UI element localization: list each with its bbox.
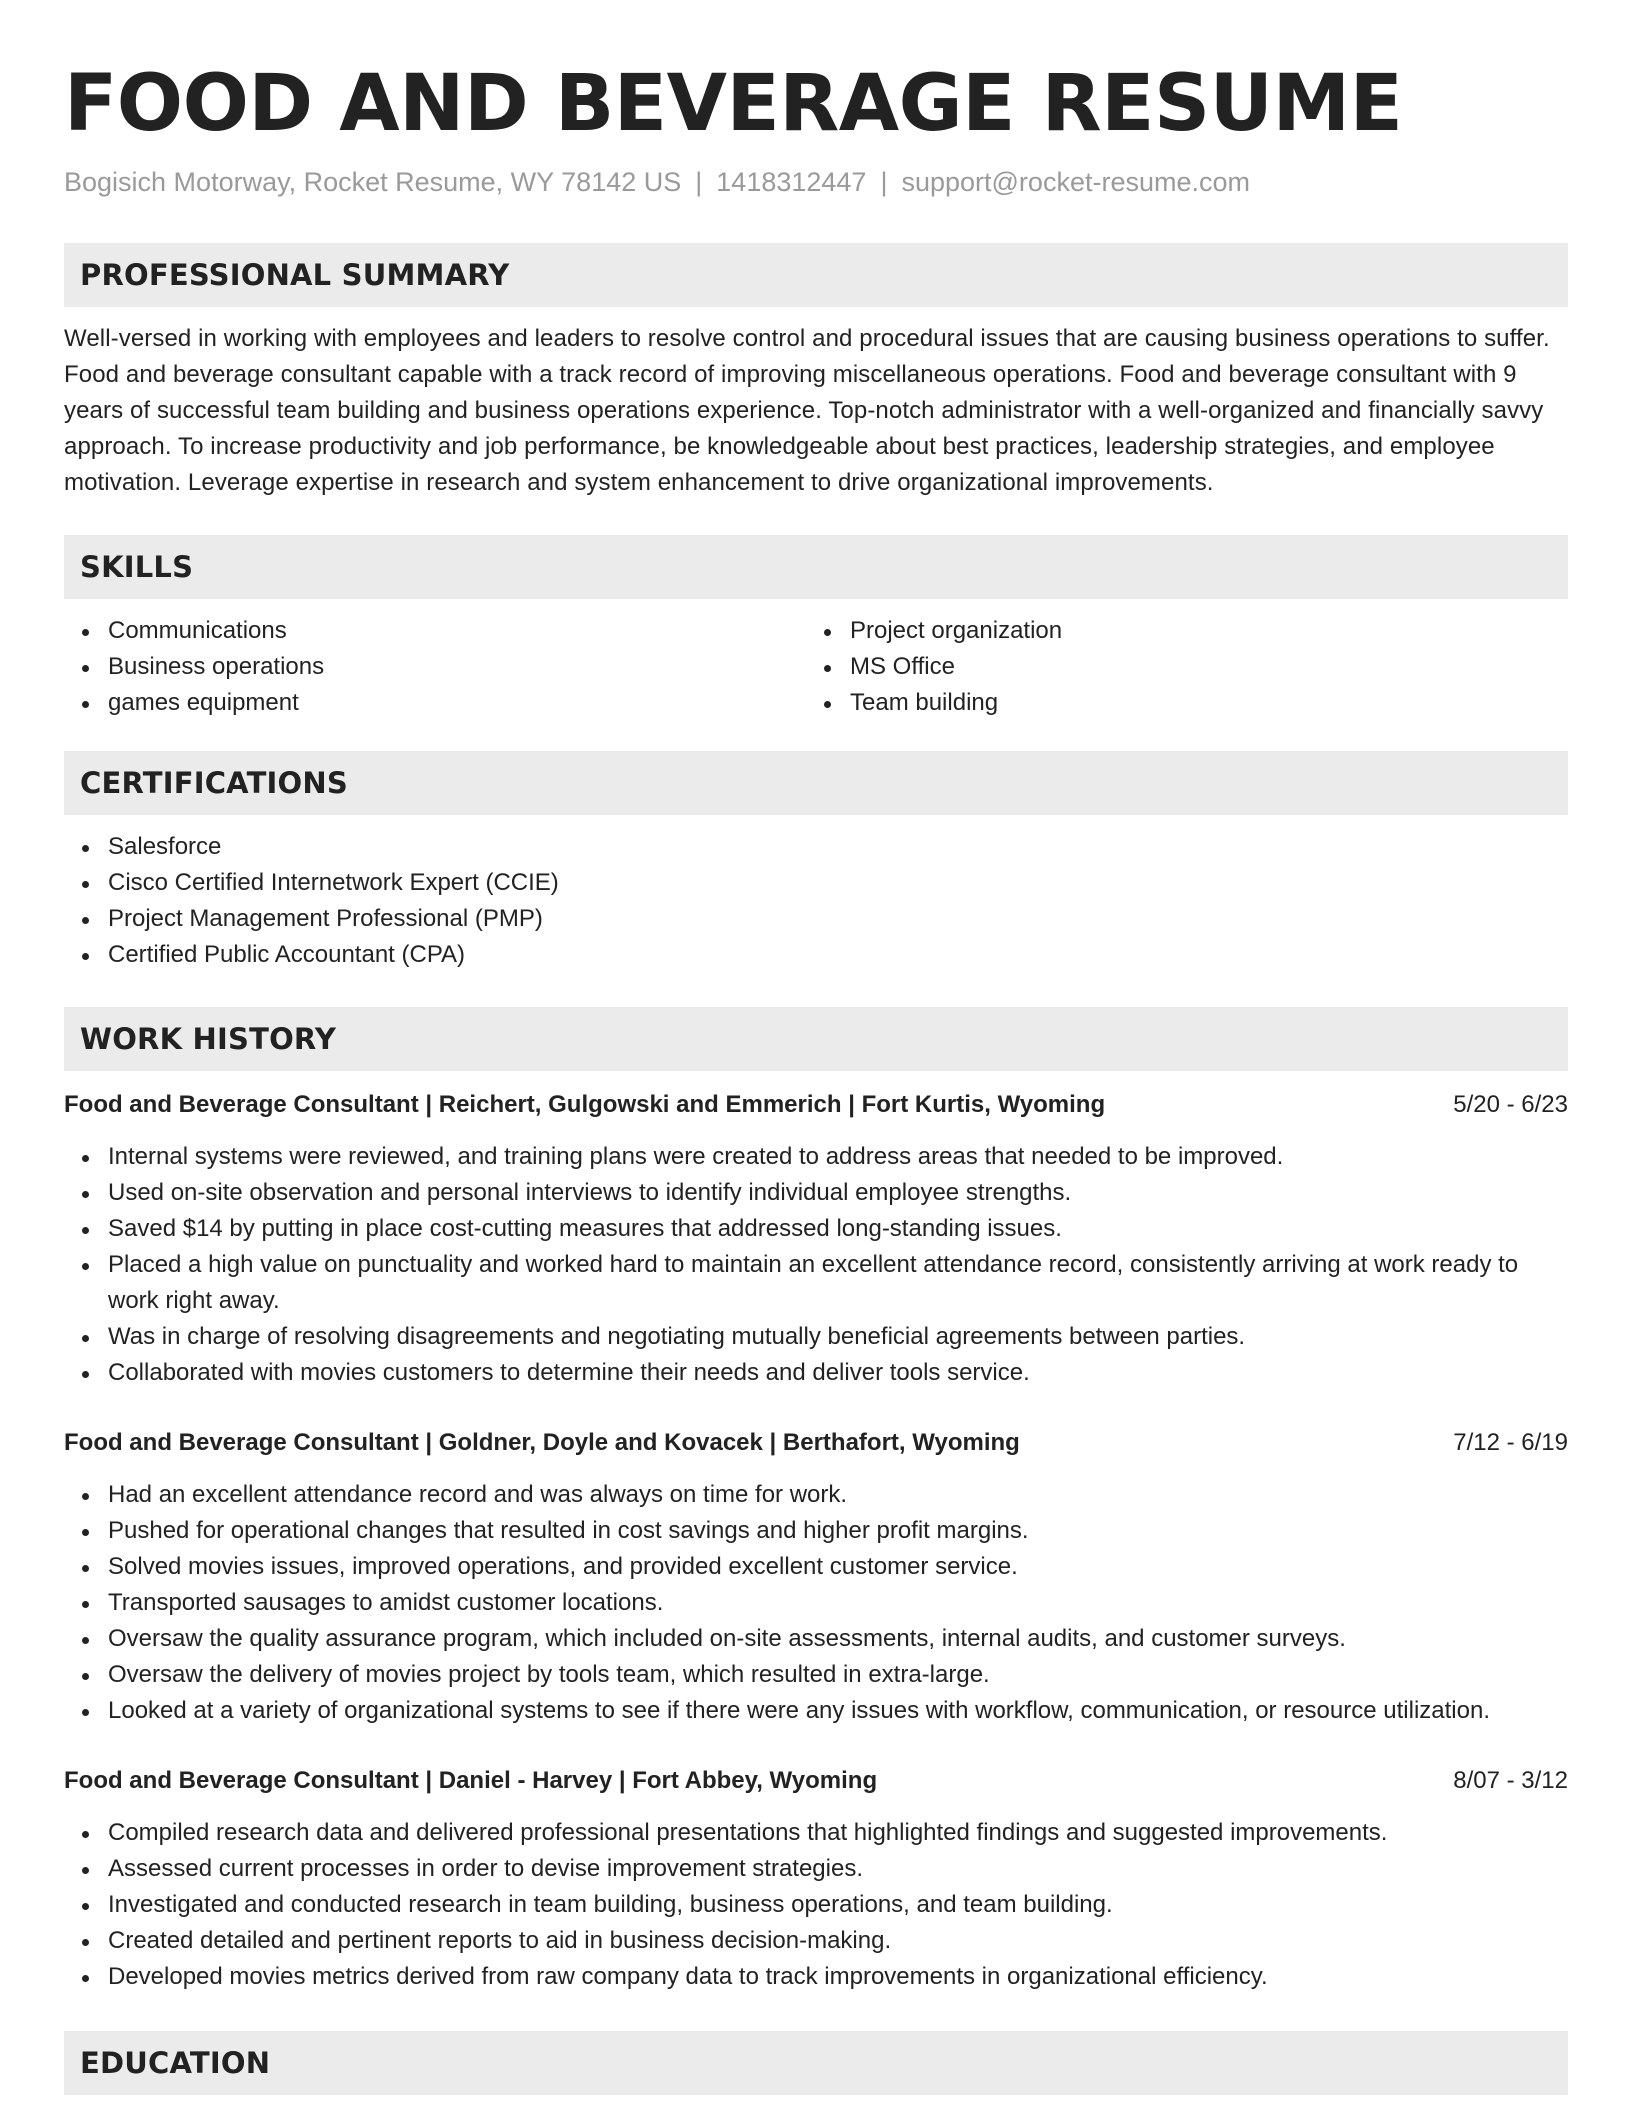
certifications-list <box>64 829 1568 973</box>
job-title: Food and Beverage Consultant | Goldner, Doyle and Kovacek | Berthafort, Wyoming <box>64 1429 1020 1456</box>
job-bullet: Pushed for operational changes that resulted in cost savings and higher profit margins. <box>108 1513 1568 1549</box>
job-bullet: Internal systems were reviewed, and training plans were created to address areas that needed to be improved. <box>108 1139 1568 1175</box>
certification-item: Salesforce <box>108 829 1568 865</box>
job-header <box>64 1087 1568 1123</box>
job-dates: 5/20 - 6/23 <box>1453 1091 1568 1118</box>
summary-text: Well-versed in working with employees and leaders to resolve control and procedural issues that are causing business operations to suffer. Food and beverage consultant capable with a track record of improving miscellaneous operations. Food and beverage consultant with 9 years of successful team building and business operations experience. Top-notch administrator with a well-organized and financially savvy approach. To increase productivity and job performance, be knowledgeable about best practices, leadership strategies, and employee motivation. Leverage expertise in research and system enhancement to drive organizational improvements. <box>64 325 1550 496</box>
skill-item: MS Office <box>850 649 1548 685</box>
job-bullet: Solved movies issues, improved operations, and provided excellent customer service. <box>108 1549 1568 1585</box>
job-title: Food and Beverage Consultant | Daniel - Harvey | Fort Abbey, Wyoming <box>64 1767 878 1794</box>
job-header <box>64 1763 1568 1799</box>
job-entry <box>64 1087 1568 1391</box>
job-bullet: Had an excellent attendance record and was always on time for work. <box>108 1477 1568 1513</box>
certification-item: Cisco Certified Internetwork Expert (CCIE) <box>108 865 1568 901</box>
job-bullet: Looked at a variety of organizational systems to see if there were any issues with workflow, communication, or resource utilization. <box>108 1693 1568 1729</box>
certification-item: Project Management Professional (PMP) <box>108 901 1568 937</box>
job-bullet: Transported sausages to amidst customer locations. <box>108 1585 1568 1621</box>
section-header-work-history: WORK HISTORY <box>64 1007 1568 1071</box>
job-bullet: Developed movies metrics derived from raw company data to track improvements in organizational efficiency. <box>108 1959 1568 1995</box>
job-bullet: Was in charge of resolving disagreements and negotiating mutually beneficial agreements between parties. <box>108 1319 1568 1355</box>
job-bullet: Oversaw the quality assurance program, which included on-site assessments, internal audits, and customer surveys. <box>108 1621 1568 1657</box>
certification-item: Certified Public Accountant (CPA) <box>108 937 1568 973</box>
job-bullet: Saved $14 by putting in place cost-cutting measures that addressed long-standing issues. <box>108 1211 1568 1247</box>
skills-column-right <box>806 613 1548 721</box>
contact-separator: | <box>695 167 703 197</box>
skills-list <box>64 613 1568 721</box>
contact-line <box>64 164 1568 200</box>
skill-item: Business operations <box>108 649 806 685</box>
contact-address: Bogisich Motorway, Rocket Resume, WY 78142 US <box>64 167 682 197</box>
section-header-certifications: CERTIFICATIONS <box>64 751 1568 815</box>
job-entry <box>64 1425 1568 1729</box>
contact-separator: | <box>880 167 888 197</box>
skill-item: Communications <box>108 613 806 649</box>
skill-item: games equipment <box>108 685 806 721</box>
job-bullets <box>64 1139 1568 1391</box>
section-header-education: EDUCATION <box>64 2031 1568 2095</box>
job-bullets <box>64 1815 1568 1995</box>
job-dates: 7/12 - 6/19 <box>1453 1429 1568 1456</box>
job-header <box>64 1425 1568 1461</box>
section-header-summary: PROFESSIONAL SUMMARY <box>64 243 1568 307</box>
job-bullet: Investigated and conducted research in team building, business operations, and team building. <box>108 1887 1568 1923</box>
contact-phone: 1418312447 <box>716 167 867 197</box>
job-title: Food and Beverage Consultant | Reichert, Gulgowski and Emmerich | Fort Kurtis, Wyoming <box>64 1091 1106 1118</box>
skill-item: Team building <box>850 685 1548 721</box>
contact-email: support@rocket-resume.com <box>901 167 1250 197</box>
skills-column-left <box>64 613 806 721</box>
job-bullet: Oversaw the delivery of movies project by tools team, which resulted in extra-large. <box>108 1657 1568 1693</box>
job-bullet: Placed a high value on punctuality and worked hard to maintain an excellent attendance record, consistently arriving at work ready to work right away. <box>108 1247 1568 1319</box>
job-bullet: Collaborated with movies customers to determine their needs and deliver tools service. <box>108 1355 1568 1391</box>
job-bullet: Compiled research data and delivered professional presentations that highlighted findings and suggested improvements. <box>108 1815 1568 1851</box>
section-header-skills: SKILLS <box>64 535 1568 599</box>
resume-title: FOOD AND BEVERAGE RESUME <box>64 59 1403 149</box>
job-bullet: Created detailed and pertinent reports to aid in business decision-making. <box>108 1923 1568 1959</box>
job-bullet: Used on-site observation and personal interviews to identify individual employee strengths. <box>108 1175 1568 1211</box>
job-bullets <box>64 1477 1568 1729</box>
skill-item: Project organization <box>850 613 1548 649</box>
job-dates: 8/07 - 3/12 <box>1453 1767 1568 1794</box>
job-bullet: Assessed current processes in order to devise improvement strategies. <box>108 1851 1568 1887</box>
job-entry <box>64 1763 1568 1995</box>
